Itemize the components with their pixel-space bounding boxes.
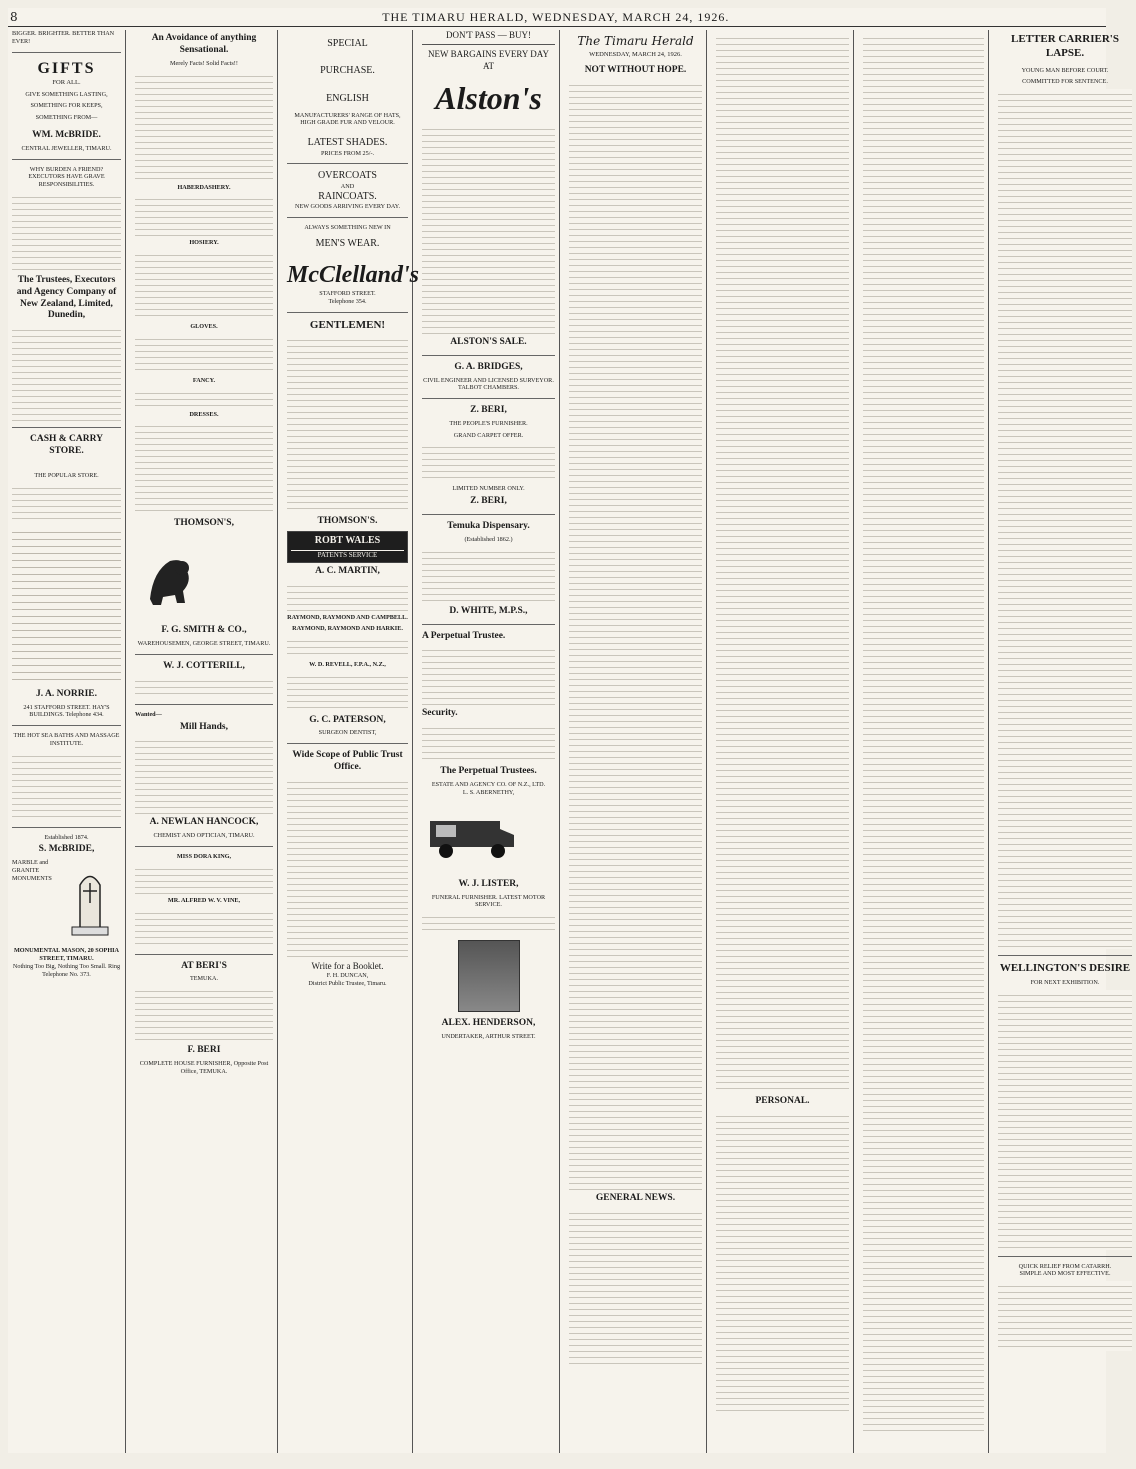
robt-wales: ROBT WALES (314, 535, 381, 547)
carpet-text (422, 442, 555, 482)
general-news: GENERAL NEWS. (595, 1193, 676, 1203)
mens-wear: MEN'S WEAR. (315, 237, 380, 249)
executors-text (12, 192, 121, 272)
executors: EXECUTORS HAVE GRAVE RESPONSIBILITIES. (28, 173, 105, 188)
next-exhibition: FOR NEXT EXHIBITION. (1030, 978, 1100, 986)
peoples-furnisher: THE PEOPLE'S FURNISHER. (449, 419, 528, 427)
martin-text (287, 581, 408, 611)
revell-name: W. D. REVELL, F.P.A., N.Z., (309, 660, 386, 668)
gloves-text (135, 334, 273, 374)
haberdashery-text (135, 194, 273, 236)
masthead-title: THE TIMARU HERALD, WEDNESDAY, MARCH 24, 1926. (382, 9, 730, 24)
smcbride-name: S. McBRIDE, (38, 844, 95, 855)
section-dresses: DRESSES. (189, 410, 219, 418)
norrie-name: J. A. NORRIE. (36, 688, 97, 699)
special-label: SPECIAL (327, 38, 368, 49)
mcclellands-logo: McClelland's (287, 262, 420, 288)
overcoats-label: OVERCOATS (318, 170, 377, 182)
manufacturers-range: MANUFACTURERS' RANGE OF HATS, HIGH GRADE FUR AND VELOUR. (294, 111, 401, 127)
cotterill-name: W. J. COTTERILL, (163, 660, 245, 671)
timaru-herald-nameplate: The Timaru Herald (577, 34, 694, 48)
raincoats-label: RAINCOATS. (318, 190, 377, 202)
gifts-line-2: SOMETHING FOR KEEPS, (30, 102, 103, 110)
section-gloves: GLOVES. (190, 323, 218, 330)
alfred-vine: MR. ALFRED W. V. VINE, (167, 896, 241, 904)
estate-agency: ESTATE AND AGENCY CO. OF N.Z., LTD. (431, 781, 546, 789)
popular-store: THE POPULAR STORE. (34, 472, 99, 479)
alstons-logo: Alston's (435, 79, 542, 116)
bridges-name: G. A. BRIDGES, (454, 361, 523, 372)
mill-hands-text (135, 736, 273, 814)
security-heading: Security. (422, 708, 458, 719)
price-list (12, 526, 121, 686)
bridges-role: CIVIL ENGINEER AND LICENSED SURVEYOR. (423, 376, 554, 384)
section-hosiery: HOSIERY. (189, 239, 219, 247)
hosiery-text (135, 250, 273, 320)
stafford-street: STAFFORD STREET. (319, 290, 376, 297)
wide-scope-text (287, 777, 408, 957)
simple-effective: SIMPLE AND MOST EFFECTIVE. (1019, 1270, 1111, 1278)
norrie-address: 241 STAFFORD STREET. HAY'S BUILDINGS. Telephone 434. (23, 703, 110, 719)
dora-king: MISS DORA KING, (176, 853, 232, 860)
dispensary-text (422, 547, 555, 603)
baths-text (12, 751, 121, 821)
perpetual-text (422, 645, 555, 705)
zberi-name: Z. BERI, (470, 405, 507, 415)
mcbride-jeweller: CENTRAL JEWELLER, TIMARU. (21, 144, 112, 152)
zberi-name-2: Z. BERI, (470, 496, 507, 507)
prices-from: PRICES FROM 25/-. (320, 149, 375, 157)
column-6 (712, 30, 854, 1453)
and-label: AND (340, 182, 355, 190)
catarrh-text (998, 1281, 1132, 1351)
news-col6-text (716, 33, 849, 1093)
raymond-harkie: RAYMOND, RAYMOND AND HARKIE. (292, 625, 403, 632)
personal-heading: PERSONAL. (755, 1096, 810, 1106)
fberi-name: F. BERI (187, 1045, 221, 1056)
trustees-company: The Trustees, Executors and Agency Company of New Zealand, Limited, Dunedin, (16, 274, 117, 321)
column-5 (565, 30, 707, 1453)
alstons-sale: ALSTON'S SALE. (450, 336, 527, 347)
perpetual-trustee: A Perpetual Trustee. (422, 630, 506, 641)
ad-bigger-brighter: BIGGER. BRIGHTER. BETTER THAN EVER! (12, 30, 115, 45)
general-news-text (569, 1208, 702, 1368)
grand-carpet: GRAND CARPET OFFER. (453, 431, 524, 439)
news-col7-text (863, 33, 984, 1433)
new-bargains: NEW BARGAINS EVERY DAY AT (428, 49, 549, 71)
editorial-text (569, 80, 702, 1190)
monument-illustration (59, 863, 121, 937)
lister-name: W. J. LISTER, (458, 878, 519, 889)
mill-hands: Mill Hands, (179, 721, 229, 732)
wellington-text (998, 990, 1132, 1250)
column-1 (8, 30, 126, 1453)
revell-text (287, 672, 408, 712)
monuments-text: MARBLE and GRANITE MONUMENTS (12, 859, 52, 882)
new-goods: NEW GOODS ARRIVING EVERY DAY. (294, 203, 401, 210)
popular-store-text (12, 483, 121, 523)
patents-box (287, 531, 408, 563)
english-label: ENGLISH (326, 93, 369, 104)
column-8 (994, 30, 1136, 1453)
letter-carrier-lapse: LETTER CARRIER'S LAPSE. (1011, 33, 1119, 59)
gentlemen-text (287, 335, 408, 513)
mason-address: MONUMENTAL MASON, 20 SOPHIA STREET, TIMARU. (13, 947, 120, 962)
established: Established 1874. (44, 833, 89, 841)
duncan-name: F. H. DUNCAN, (326, 972, 369, 980)
page-number: 8 (10, 10, 18, 24)
wellingtons-desire: WELLINGTON'S DESIRE (999, 962, 1131, 974)
henderson-name: ALEX. HENDERSON, (441, 1018, 536, 1029)
hancock-name: A. NEWLAN HANCOCK, (149, 817, 259, 828)
wide-scope: Wide Scope of Public Trust Office. (292, 750, 403, 772)
security-text (422, 723, 555, 763)
gifts-line-3: SOMETHING FROM— (35, 114, 98, 122)
lapse-text (998, 89, 1132, 949)
telephone: Telephone 354. (328, 297, 367, 305)
quick-relief: QUICK RELIEF FROM CATARRH. (1018, 1262, 1112, 1270)
always-something: ALWAYS SOMETHING NEW IN (304, 223, 391, 231)
temuka-dispensary: Temuka Dispensary. (447, 521, 530, 531)
column-3 (283, 30, 420, 1453)
cash-carry-heading: CASH & CARRY STORE. (29, 434, 104, 457)
lister-text (422, 912, 555, 934)
king-text (135, 864, 273, 894)
thomsons-label: THOMSON'S. (317, 516, 378, 527)
raymond-campbell: RAYMOND, RAYMOND AND CAMPBELL. (287, 614, 408, 622)
section-haberdashery: HABERDASHERY. (177, 183, 231, 191)
alstons-list (422, 124, 555, 334)
committed: COMMITTED FOR SENTENCE. (1022, 78, 1108, 86)
white-name: D. WHITE, M.P.S., (449, 605, 528, 616)
vine-text (135, 908, 273, 948)
purchase-label: PURCHASE. (320, 64, 375, 76)
fgsmith-name: F. G. SMITH & CO., (161, 625, 247, 636)
fgsmith-warehouse: WAREHOUSEMEN, GEORGE STREET, TIMARU. (137, 640, 271, 648)
raymond-text (287, 636, 408, 658)
why-burden: WHY BURDEN A FRIEND? (29, 165, 104, 173)
lion-illustration (135, 541, 205, 611)
patents-service: PATENTS SERVICE (291, 550, 404, 560)
henderson-undertaker: UNDERTAKER, ARTHUR STREET. (441, 1033, 536, 1040)
henderson-photo (458, 940, 520, 1012)
column-2 (131, 30, 278, 1453)
editorial-date: WEDNESDAY, MARCH 24, 1926. (589, 51, 682, 58)
column-7 (859, 30, 989, 1453)
latest-shades: LATEST SHADES. (307, 137, 388, 148)
district-trustee: District Public Trustee, Timaru. (308, 979, 387, 987)
hot-sea-baths: THE HOT SEA BATHS AND MASSAGE INSTITUTE. (13, 732, 120, 747)
dont-pass: DON'T PASS — BUY! (422, 30, 555, 45)
surgeon-dentist: SURGEON DENTIST, (318, 729, 377, 737)
masthead (8, 8, 1106, 27)
avoidance-heading: An Avoidance of anything Sensational. (151, 33, 257, 55)
gentlemen-heading: GENTLEMEN! (309, 318, 386, 331)
martin-name: A. C. MARTIN, (315, 566, 380, 577)
column-4 (418, 30, 560, 1453)
talbot-chambers: TALBOT CHAMBERS. (458, 384, 519, 392)
young-man: YOUNG MAN BEFORE COURT. (1021, 66, 1109, 74)
trustees-text (12, 325, 121, 421)
funeral-furnisher: FUNERAL FURNISHER. LATEST MOTOR SERVICE. (431, 893, 546, 909)
wanted-label: Wanted— (135, 710, 162, 718)
mcbride-name: WM. McBRIDE. (32, 129, 101, 140)
cotterill-text (135, 676, 273, 698)
established-1862: (Established 1862.) (464, 535, 513, 543)
paterson-name: G. C. PATERSON, (309, 714, 386, 725)
fberi-furnisher: COMPLETE HOUSE FURNISHER, Opposite Post Office, TEMUKA. (139, 1060, 269, 1075)
limited-number: LIMITED NUMBER ONLY. (452, 485, 525, 493)
not-without-hope: NOT WITHOUT HOPE. (584, 65, 687, 76)
thomsons-name: THOMSON'S, (174, 518, 234, 529)
abernethy: L. S. ABERNETHY, (462, 788, 515, 796)
at-beris: AT BERI'S (181, 960, 227, 971)
hearse-illustration (422, 805, 522, 865)
facts-text (135, 71, 273, 181)
beris-temuka: TEMUKA. (189, 975, 218, 983)
gifts-line-1: GIVE SOMETHING LASTING, (25, 90, 108, 98)
perpetual-trustees: The Perpetual Trustees. (440, 766, 537, 777)
write-booklet: Write for a Booklet. (311, 960, 384, 971)
gifts-heading: GIFTS (37, 59, 96, 77)
section-fancy: FANCY. (192, 376, 216, 384)
telephone-ring: Nothing Too Big, Nothing Too Small. Ring Telephone No. 373. (12, 962, 121, 978)
dresses-text (135, 421, 273, 515)
personal-text (716, 1111, 849, 1411)
beris-text (135, 986, 273, 1042)
hancock-chemist: CHEMIST AND OPTICIAN, TIMARU. (153, 832, 255, 840)
newspaper-page (8, 8, 1131, 1453)
fancy-text (135, 388, 273, 408)
merely-facts: Merely Facts! Solid Facts!! (170, 59, 238, 67)
gifts-for-all: FOR ALL. (52, 78, 81, 86)
